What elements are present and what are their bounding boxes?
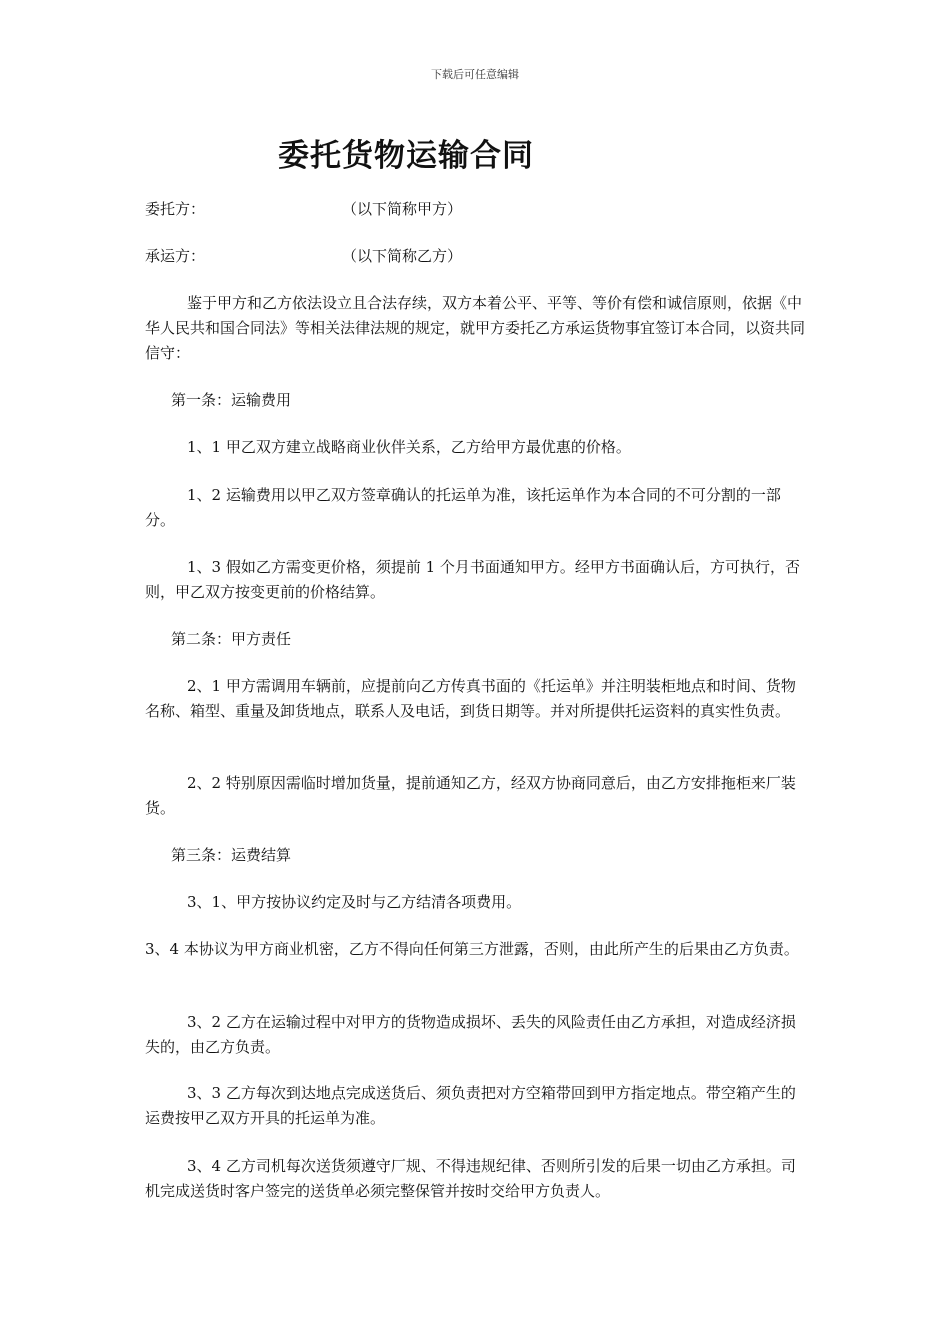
carrier-party-row — [145, 244, 462, 269]
header-note: 下载后可任意编辑 — [431, 68, 519, 81]
clause-3-4-drivers: 3、4 乙方司机每次送货须遵守厂规、不得违规纪律、否则所引发的后果一切由乙方承担。司机完成送货时客户签完的送货单必须完整保管并按时交给甲方负责人。 — [145, 1157, 796, 1200]
clause-1-3: 1、3 假如乙方需变更价格，须提前 1 个月书面通知甲方。经甲方书面确认后，方可执行，否则，甲乙双方按变更前的价格结算。 — [145, 558, 800, 601]
client-party-row — [145, 197, 462, 222]
clause-3-3: 3、3 乙方每次到达地点完成送货后、须负责把对方空箱带回到甲方指定地点。带空箱产生的运费按甲乙双方开具的托运单为准。 — [145, 1084, 796, 1127]
carrier-label: 承运方： — [145, 247, 206, 265]
document-title: 委托货物运输合同 — [278, 138, 534, 174]
clause-2-1: 2、1 甲方需调用车辆前，应提前向乙方传真书面的《托运单》并注明装柜地点和时间、货物名称、箱型、重量及卸货地点，联系人及电话，到货日期等。并对所提供托运资料的真实性负责。 — [145, 677, 796, 720]
article3-heading: 第三条：运费结算 — [171, 846, 292, 864]
client-note: （以下简称甲方） — [342, 200, 463, 218]
clause-2-2: 2、2 特别原因需临时增加货量，提前通知乙方，经双方协商同意后，由乙方安排拖柜来厂装货。 — [145, 774, 796, 817]
clause-1-1: 1、1 甲乙双方建立战略商业伙伴关系，乙方给甲方最优惠的价格。 — [187, 438, 631, 456]
preamble-paragraph: 鉴于甲方和乙方依法设立且合法存续，双方本着公平、平等、等价有偿和诚信原则，依据《中华人民共和国合同法》等相关法律法规的规定，就甲方委托乙方承运货物事宜签订本合同，以资共同信守： — [145, 294, 806, 362]
clause-1-2: 1、2 运输费用以甲乙双方签章确认的托运单为准，该托运单作为本合同的不可分割的一部分。 — [145, 486, 781, 529]
article1-heading: 第一条：运输费用 — [171, 391, 292, 409]
article2-heading: 第二条：甲方责任 — [171, 630, 292, 648]
clause-3-1: 3、1、甲方按协议约定及时与乙方结清各项费用。 — [187, 893, 522, 911]
client-label: 委托方： — [145, 200, 206, 218]
carrier-note: （以下简称乙方） — [342, 247, 463, 265]
clause-3-4-confidentiality: 3、4 本协议为甲方商业机密，乙方不得向任何第三方泄露，否则，由此所产生的后果由乙方负责。 — [145, 940, 799, 958]
clause-3-2: 3、2 乙方在运输过程中对甲方的货物造成损坏、丢失的风险责任由乙方承担，对造成经济损失的，由乙方负责。 — [145, 1013, 796, 1056]
